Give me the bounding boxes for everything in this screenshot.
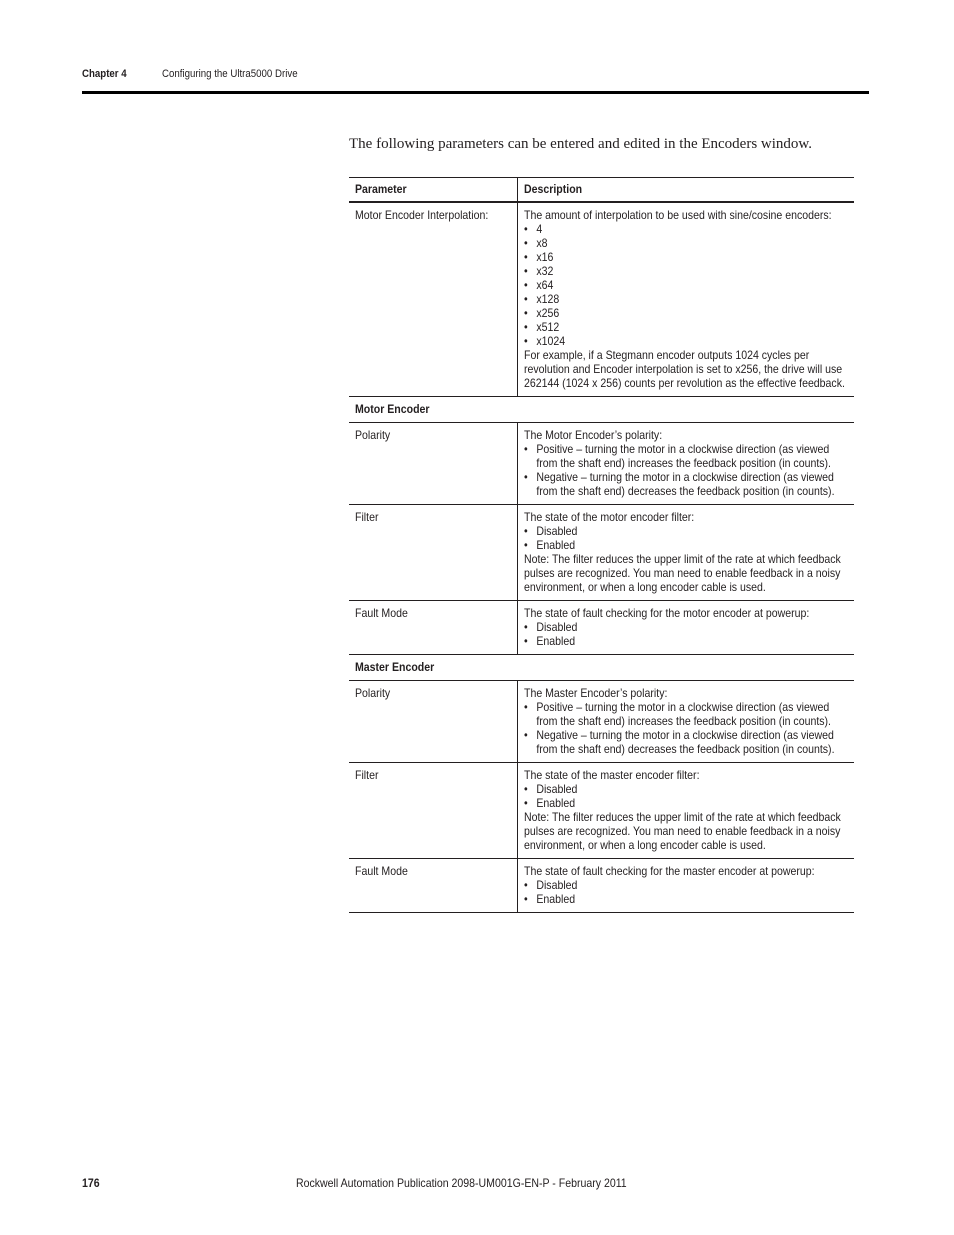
table-row-interpolation bbox=[349, 202, 854, 397]
list-item: • Disabled bbox=[524, 878, 846, 892]
list-item: • Negative – turning the motor in a clockwise direction (as viewed from the shaft end) decreases the feedback position (in counts). bbox=[524, 728, 846, 756]
list-item: • Positive – turning the motor in a clockwise direction (as viewed from the shaft end) increases the feedback position (in counts). bbox=[524, 442, 846, 470]
interpolation-options bbox=[524, 222, 846, 348]
section-title-motor-encoder: Motor Encoder bbox=[349, 397, 854, 423]
list-item: • Enabled bbox=[524, 634, 846, 648]
list-item: • Disabled bbox=[524, 524, 846, 538]
chapter-label: Chapter 4 bbox=[82, 68, 127, 80]
interpolation-example: For example, if a Stegmann encoder outputs 1024 cycles per revolution and Encoder interpolation is set to x256, the drive will use 262144 (1024 x 256) counts per revolution as the effective feedback. bbox=[524, 348, 845, 390]
column-header-parameter: Parameter bbox=[349, 178, 518, 203]
param-master-filter: Filter bbox=[349, 763, 518, 859]
column-header-description: Description bbox=[518, 178, 855, 203]
filter-note: Note: The filter reduces the upper limit of the rate at which feedback pulses are recognized. You man need to enable feedback in a noisy environment, or when a long encoder cable is used. bbox=[524, 552, 841, 594]
desc-motor-polarity: The Motor Encoder’s polarity: • Positive – turning the motor in a clockwise direction (as viewed from the shaft end) increases the feedback position (in counts). • Negative – turning the motor in a clockwise direction (as viewed from the shaft end) decreases the feedback position (in counts). bbox=[518, 423, 855, 505]
param-motor-filter: Filter bbox=[349, 505, 518, 601]
page-number: 176 bbox=[82, 1176, 100, 1190]
param-interpolation: Motor Encoder Interpolation: bbox=[349, 202, 518, 397]
table-row bbox=[349, 681, 854, 763]
list-item: • x512 bbox=[524, 320, 846, 334]
section-row-motor-encoder bbox=[349, 397, 854, 423]
list-item: • 4 bbox=[524, 222, 846, 236]
list-item: • x64 bbox=[524, 278, 846, 292]
desc-master-polarity: The Master Encoder’s polarity: • Positive – turning the motor in a clockwise direction (as viewed from the shaft end) increases the feedback position (in counts). • Negative – turning the motor in a clockwise direction (as viewed from the shaft end) decreases the feedback position (in counts). bbox=[518, 681, 855, 763]
list-item: • Enabled bbox=[524, 796, 846, 810]
page-header bbox=[82, 66, 869, 94]
param-motor-fault-mode: Fault Mode bbox=[349, 601, 518, 655]
section-title-master-encoder: Master Encoder bbox=[349, 655, 854, 681]
table-header-row bbox=[349, 178, 854, 203]
list-item: • Negative – turning the motor in a clockwise direction (as viewed from the shaft end) decreases the feedback position (in counts). bbox=[524, 470, 846, 498]
encoder-parameters-table bbox=[349, 177, 854, 913]
filter-note: Note: The filter reduces the upper limit of the rate at which feedback pulses are recognized. You man need to enable feedback in a noisy environment, or when a long encoder cable is used. bbox=[524, 810, 841, 852]
desc-motor-filter: The state of the motor encoder filter: • Disabled • Enabled Note: The filter reduces the upper limit of the rate at which feedback pulses are recognized. You man need to enable feedback in a noisy environment, or when a long encoder cable is used. bbox=[518, 505, 855, 601]
list-item: • x256 bbox=[524, 306, 846, 320]
list-item: • x16 bbox=[524, 250, 846, 264]
param-master-fault-mode: Fault Mode bbox=[349, 859, 518, 913]
list-item: • Enabled bbox=[524, 538, 846, 552]
list-item: • x32 bbox=[524, 264, 846, 278]
desc-interpolation: The amount of interpolation to be used with sine/cosine encoders: • 4 • x8 • x16 • x32 • x64 • x128 • x256 • x512 • x1024 For example, if a Stegmann encoder outputs 1024 cycles per revolution and Encoder interpolation is set to x256, the drive will use 262144 (1024 x 256) counts per revolution as the effective feedback. bbox=[518, 202, 855, 397]
list-item: • x8 bbox=[524, 236, 846, 250]
desc-motor-fault-mode: The state of fault checking for the motor encoder at powerup: • Disabled • Enabled bbox=[518, 601, 855, 655]
list-item: • x1024 bbox=[524, 334, 846, 348]
table-row bbox=[349, 423, 854, 505]
chapter-title: Configuring the Ultra5000 Drive bbox=[162, 68, 298, 80]
param-motor-polarity: Polarity bbox=[349, 423, 518, 505]
table-row bbox=[349, 763, 854, 859]
list-item: • Disabled bbox=[524, 620, 846, 634]
list-item: • Enabled bbox=[524, 892, 846, 906]
list-item: • Disabled bbox=[524, 782, 846, 796]
param-master-polarity: Polarity bbox=[349, 681, 518, 763]
table-row bbox=[349, 859, 854, 913]
desc-master-fault-mode: The state of fault checking for the master encoder at powerup: • Disabled • Enabled bbox=[518, 859, 855, 913]
publication-footer: Rockwell Automation Publication 2098-UM001G-EN-P - February 2011 bbox=[296, 1176, 627, 1190]
desc-master-filter: The state of the master encoder filter: • Disabled • Enabled Note: The filter reduces the upper limit of the rate at which feedback pulses are recognized. You man need to enable feedback in a noisy environment, or when a long encoder cable is used. bbox=[518, 763, 855, 859]
table-row bbox=[349, 505, 854, 601]
intro-paragraph: The following parameters can be entered and edited in the Encoders window. bbox=[349, 136, 813, 152]
list-item: • Positive – turning the motor in a clockwise direction (as viewed from the shaft end) increases the feedback position (in counts). bbox=[524, 700, 846, 728]
list-item: • x128 bbox=[524, 292, 846, 306]
section-row-master-encoder bbox=[349, 655, 854, 681]
table-row bbox=[349, 601, 854, 655]
